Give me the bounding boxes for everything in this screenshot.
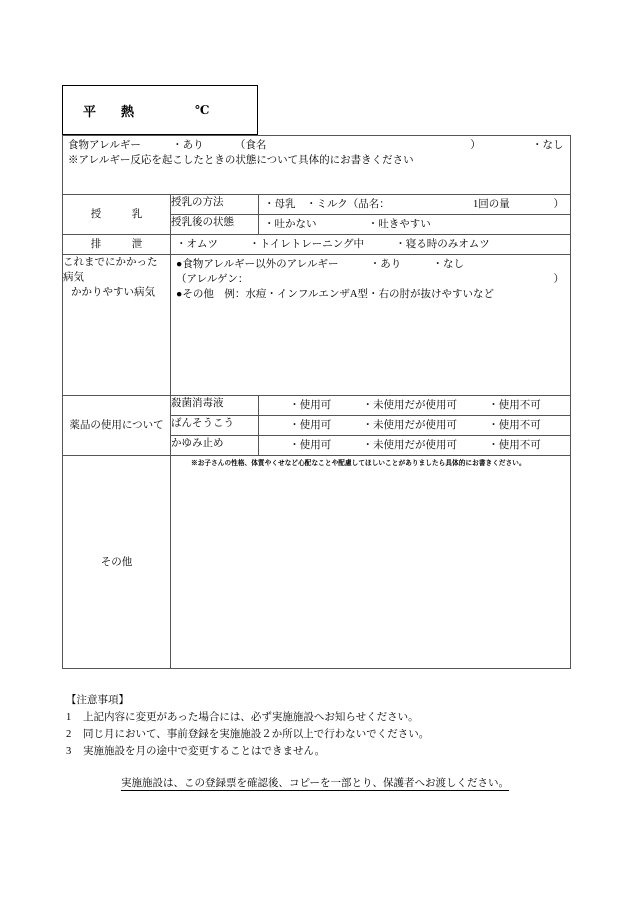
medicine-3-option-3[interactable]: ・使用不可 [488,440,541,451]
normal-temperature-label: 平 熱 [83,103,141,119]
illness-label-line2: 病気 [63,272,84,283]
food-allergy-cell [63,136,571,195]
medicine-3-option-2[interactable]: ・未使用だが使用可 [362,440,457,451]
illness-label-line3: かかりやすい病気 [71,287,155,298]
note-item [66,743,566,760]
medicine-2-option-3[interactable]: ・使用不可 [488,420,541,431]
other-allergy-yes-option[interactable]: ・あり [369,259,402,270]
medicine-name-2: ばんそうこう [171,416,259,436]
illness-label [63,255,171,396]
nursing-state-option-1[interactable]: ・吐かない [264,219,317,230]
illness-label-line1: これまでにかかった [63,257,158,268]
other-freetext-cell[interactable] [171,456,571,669]
nursing-method-options[interactable]: ・母乳 ・ミルク（品名： [264,199,390,210]
note-item [66,726,566,743]
medicine-name-3: かゆみ止め [171,436,259,456]
nursing-method-label: 授乳の方法 [171,195,259,215]
medicine-1-option-3[interactable]: ・使用不可 [488,400,541,411]
table-row-food-allergy [63,136,571,195]
food-allergy-note: ※アレルギー反応を起こしたときの状態について具体的にお書きください [68,155,414,166]
note-text: 同じ月において、事前登録を実施施設２か所以上で行わないでください。 [83,729,430,740]
medicine-1-option-1[interactable]: ・使用可 [289,400,332,411]
food-name-close-paren: ） [470,140,481,151]
allergen-close-paren: ） [553,274,564,285]
medicine-name-1: 殺菌消毒液 [171,396,259,416]
allergen-line [176,272,566,287]
nursing-state-options-cell [259,215,571,235]
medicine-label: 薬品の使用について [63,396,171,456]
table-row-excretion [63,235,571,255]
note-number: 2 [66,729,72,740]
other-fineprint: ※お子さんの性格、体質やくせなど心配なことや配慮してほしいことがありましたら具体的にお書きください。 [191,460,526,467]
illness-content-cell [171,255,571,396]
food-allergy-label: 食物アレルギー [68,140,141,151]
excretion-option-3[interactable]: ・寝る時のみオムツ [395,239,490,250]
food-allergy-line [68,138,566,153]
illness-others-line: ●その他 例：水痘・インフルエンザA型・右の肘が抜けやすいなど [176,289,495,300]
normal-temperature-unit: ℃ [195,102,210,117]
excretion-option-1[interactable]: ・オムツ [176,239,218,250]
note-text: 上記内容に変更があった場合には、必ず実施施設へお知らせください。 [83,712,419,723]
table-row-nursing-method [63,195,571,215]
other-allergy-line [176,257,566,272]
table-row-medicine-1 [63,396,571,416]
nursing-method-options-cell [259,195,571,215]
medicine-3-option-1[interactable]: ・使用可 [289,440,332,451]
allergen-open-paren: （アレルゲン： [176,274,249,285]
medicine-options-cell-3 [259,436,571,456]
note-item [66,709,566,726]
registration-form-table [62,135,571,669]
medicine-1-option-2[interactable]: ・未使用だが使用可 [362,400,457,411]
nursing-label: 授 乳 [63,195,171,235]
closing-statement-text: 実施施設は、この登録票を確認後、コピーを一部とり、保護者へお渡しください。 [120,778,510,789]
excretion-label: 排 泄 [63,235,171,255]
nursing-amount-label: 1回の量 [473,199,510,210]
closing-statement [0,775,630,790]
medicine-options-cell-1 [259,396,571,416]
excretion-option-2[interactable]: ・トイレトレーニング中 [249,239,365,250]
medicine-options-cell-2 [259,416,571,436]
excretion-options-cell [171,235,571,255]
table-row-illness [63,255,571,396]
note-number: 1 [66,712,72,723]
food-allergy-yes-option[interactable]: ・あり [172,140,204,151]
medicine-2-option-2[interactable]: ・未使用だが使用可 [362,420,457,431]
notes-title: 【注意事項】 [66,695,129,706]
nursing-state-label: 授乳後の状態 [171,215,259,235]
nursing-state-option-2[interactable]: ・吐きやすい [367,219,431,230]
other-allergy-no-option[interactable]: ・なし [432,259,464,270]
note-text: 実施施設を月の途中で変更することはできません。 [83,746,326,757]
notes-section [66,692,566,760]
normal-temperature-box [62,85,258,135]
food-allergy-no-option[interactable]: ・なし [531,140,564,151]
other-label: その他 [63,456,171,669]
nursing-method-close-paren: ） [553,199,564,210]
table-row-other [63,456,571,669]
note-number: 3 [66,746,72,757]
other-allergy-label: ●食物アレルギー以外のアレルギー [176,259,339,270]
food-name-open-paren: （食名 [234,140,267,151]
medicine-2-option-1[interactable]: ・使用可 [289,420,332,431]
